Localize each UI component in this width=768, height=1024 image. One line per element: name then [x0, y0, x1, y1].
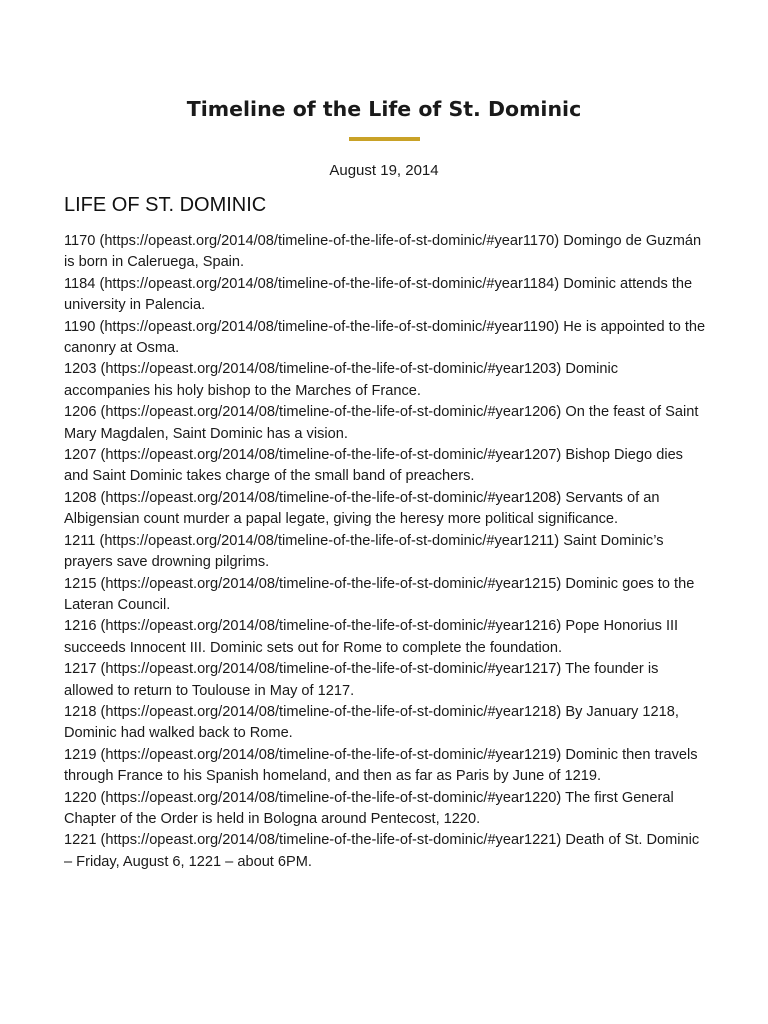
timeline-entry-1211 [64, 531, 708, 574]
timeline-year: 1216 [64, 618, 97, 635]
timeline-entry-link[interactable] [64, 576, 561, 592]
timeline-url: (https://opeast.org/2014/08/timeline-of-the-life-of-st-dominic/#year1218) [100, 703, 562, 720]
timeline-entry-1215 [64, 574, 708, 617]
section-heading: LIFE OF ST. DOMINIC [64, 194, 267, 216]
timeline-text: Saint Dominic’s prayers save drowning pilgrims. [64, 532, 664, 571]
timeline-entry-link[interactable] [64, 704, 561, 720]
title-divider [349, 137, 420, 141]
timeline-url: (https://opeast.org/2014/08/timeline-of-the-life-of-st-dominic/#year1207) [100, 447, 562, 464]
timeline-entry-link[interactable] [64, 404, 561, 420]
timeline-entry-1217 [64, 659, 708, 702]
timeline-url: (https://opeast.org/2014/08/timeline-of-the-life-of-st-dominic/#year1215) [100, 575, 562, 592]
page-title: Timeline of the Life of St. Dominic [186, 97, 582, 121]
timeline-entry-link[interactable] [64, 533, 559, 549]
timeline-year: 1208 [64, 489, 97, 506]
timeline-url: (https://opeast.org/2014/08/timeline-of-the-life-of-st-dominic/#year1216) [100, 618, 562, 635]
timeline-url: (https://opeast.org/2014/08/timeline-of-the-life-of-st-dominic/#year1206) [100, 404, 562, 421]
timeline-url: (https://opeast.org/2014/08/timeline-of-the-life-of-st-dominic/#year1190) [99, 318, 560, 335]
timeline-entry-1218 [64, 702, 708, 745]
timeline-entry-1203 [64, 359, 708, 402]
timeline-text: Bishop Diego dies and Saint Dominic takes charge of the small band of preachers. [64, 447, 683, 485]
timeline-year: 1207 [64, 447, 97, 464]
timeline-year: 1190 [64, 318, 96, 335]
timeline-text: Pope Honorius III succeeds Innocent III. Dominic sets out for Rome to complete the foundation. [64, 618, 679, 656]
timeline-entry-1184 [64, 274, 708, 317]
timeline-text: On the feast of Saint Mary Magdalen, Saint Dominic has a vision. [64, 404, 699, 442]
timeline-url: (https://opeast.org/2014/08/timeline-of-the-life-of-st-dominic/#year1208) [100, 489, 562, 506]
timeline-year: 1215 [64, 575, 97, 592]
timeline-text: By January 1218, Dominic had walked back to Rome. [64, 703, 679, 742]
timeline-entry-link[interactable] [64, 490, 561, 506]
timeline-year: 1217 [64, 661, 97, 678]
timeline-list [64, 231, 708, 873]
timeline-text: Servants of an Albigensian count murder a papal legate, giving the heresy more political significance. [64, 489, 660, 528]
timeline-text: Death of St. Dominic – Friday, August 6, 1221 – about 6PM. [64, 832, 700, 870]
timeline-year: 1211 [64, 532, 96, 549]
timeline-entry-link[interactable] [64, 747, 561, 763]
timeline-text: The founder is allowed to return to Toulouse in May of 1217. [64, 661, 659, 699]
timeline-url: (https://opeast.org/2014/08/timeline-of-the-life-of-st-dominic/#year1184) [99, 275, 560, 292]
timeline-entry-link[interactable] [64, 319, 559, 335]
timeline-text: Dominic then travels through France to his Spanish homeland, and then as far as Paris by June of 1219. [64, 746, 698, 785]
timeline-year: 1218 [64, 703, 97, 720]
timeline-entry-link[interactable] [64, 832, 561, 848]
timeline-url: (https://opeast.org/2014/08/timeline-of-the-life-of-st-dominic/#year1203) [100, 361, 562, 378]
timeline-url: (https://opeast.org/2014/08/timeline-of-the-life-of-st-dominic/#year1211) [99, 532, 560, 549]
timeline-year: 1203 [64, 361, 97, 378]
timeline-year: 1206 [64, 404, 97, 421]
timeline-year: 1220 [64, 789, 97, 806]
timeline-url: (https://opeast.org/2014/08/timeline-of-the-life-of-st-dominic/#year1170) [99, 233, 560, 249]
timeline-url: (https://opeast.org/2014/08/timeline-of-the-life-of-st-dominic/#year1217) [100, 661, 562, 678]
timeline-url: (https://opeast.org/2014/08/timeline-of-the-life-of-st-dominic/#year1221) [100, 832, 562, 849]
timeline-entry-1207 [64, 445, 708, 488]
timeline-entry-1216 [64, 616, 708, 659]
timeline-entry-1208 [64, 488, 708, 531]
timeline-entry-link[interactable] [64, 618, 561, 634]
timeline-year: 1219 [64, 746, 97, 763]
timeline-entry-link[interactable] [64, 233, 559, 249]
timeline-entry-link[interactable] [64, 790, 561, 806]
timeline-entry-1221 [64, 830, 708, 873]
timeline-entry-link[interactable] [64, 276, 559, 292]
timeline-text: The first General Chapter of the Order is held in Bologna around Pentecost, 1220. [64, 789, 674, 827]
timeline-entry-link[interactable] [64, 661, 561, 677]
timeline-entry-1219 [64, 745, 708, 788]
timeline-text: Dominic accompanies his holy bishop to the Marches of France. [64, 361, 619, 399]
timeline-text: Domingo de Guzmán is born in Caleruega, Spain. [64, 233, 702, 271]
timeline-entry-link[interactable] [64, 447, 561, 463]
timeline-year: 1221 [64, 832, 97, 849]
timeline-url: (https://opeast.org/2014/08/timeline-of-the-life-of-st-dominic/#year1220) [100, 789, 562, 806]
timeline-text: Dominic goes to the Lateran Council. [64, 575, 695, 613]
timeline-entry-1206 [64, 402, 708, 445]
timeline-year: 1170 [64, 233, 96, 249]
timeline-entry-1220 [64, 788, 708, 831]
timeline-year: 1184 [64, 275, 96, 292]
timeline-text: He is appointed to the canonry at Osma. [64, 318, 706, 357]
timeline-entry-1170 [64, 231, 708, 274]
timeline-entry-link[interactable] [64, 361, 561, 377]
post-date: August 19, 2014 [329, 162, 439, 179]
timeline-entry-1190 [64, 317, 708, 360]
timeline-text: Dominic attends the university in Palencia. [64, 275, 693, 314]
timeline-url: (https://opeast.org/2014/08/timeline-of-the-life-of-st-dominic/#year1219) [100, 746, 562, 763]
